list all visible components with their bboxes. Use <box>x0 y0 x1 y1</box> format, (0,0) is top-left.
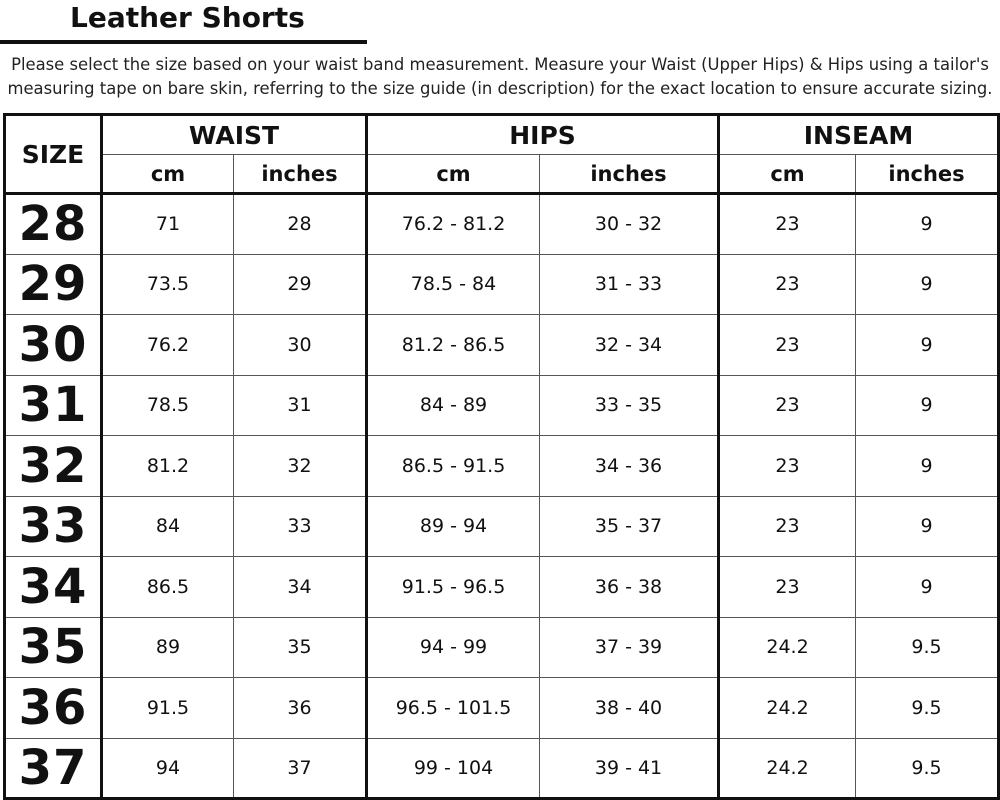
waist-cm-cell: 89 <box>102 617 234 678</box>
waist-cm-cell: 76.2 <box>102 315 234 376</box>
waist-inches-cell: 28 <box>234 194 367 255</box>
size-value-cell: 32 <box>5 436 102 497</box>
size-value-cell: 33 <box>5 496 102 557</box>
hips-inches-cell: 35 - 37 <box>540 496 719 557</box>
instructions-line: measuring tape on bare skin, referring to the size guide (in description) for the exact location to ensure accurate sizing. <box>7 79 993 98</box>
hips-inches-cell: 32 - 34 <box>540 315 719 376</box>
hips-inches-cell: 38 - 40 <box>540 678 719 739</box>
inseam-cm-cell: 23 <box>719 194 856 255</box>
table-row <box>5 436 999 497</box>
hips-inches-header: inches <box>540 155 719 194</box>
inseam-cm-header: cm <box>719 155 856 194</box>
hips-cm-header: cm <box>367 155 540 194</box>
waist-inches-cell: 31 <box>234 375 367 436</box>
waist-inches-cell: 32 <box>234 436 367 497</box>
size-value-cell: 28 <box>5 194 102 255</box>
table-row <box>5 315 999 376</box>
size-column-header: SIZE <box>5 115 102 194</box>
table-row <box>5 375 999 436</box>
hips-cm-cell: 81.2 - 86.5 <box>367 315 540 376</box>
size-chart-table <box>3 113 1000 800</box>
table-row <box>5 194 999 255</box>
waist-inches-cell: 36 <box>234 678 367 739</box>
hips-cm-cell: 86.5 - 91.5 <box>367 436 540 497</box>
waist-inches-cell: 37 <box>234 738 367 799</box>
waist-cm-cell: 86.5 <box>102 557 234 618</box>
hips-cm-cell: 76.2 - 81.2 <box>367 194 540 255</box>
inseam-inches-cell: 9 <box>856 194 999 255</box>
inseam-cm-cell: 24.2 <box>719 617 856 678</box>
inseam-group-header: INSEAM <box>719 115 999 155</box>
instructions-line: Please select the size based on your waist band measurement. Measure your Waist (Upper Hips) & Hips using a tailor's <box>11 55 989 74</box>
size-value-cell: 37 <box>5 738 102 799</box>
waist-inches-cell: 35 <box>234 617 367 678</box>
inseam-cm-cell: 23 <box>719 315 856 376</box>
hips-cm-cell: 96.5 - 101.5 <box>367 678 540 739</box>
inseam-inches-header: inches <box>856 155 999 194</box>
hips-inches-cell: 31 - 33 <box>540 254 719 315</box>
table-row <box>5 496 999 557</box>
inseam-cm-cell: 23 <box>719 375 856 436</box>
hips-cm-cell: 94 - 99 <box>367 617 540 678</box>
waist-inches-cell: 33 <box>234 496 367 557</box>
inseam-inches-cell: 9.5 <box>856 678 999 739</box>
inseam-inches-cell: 9 <box>856 254 999 315</box>
hips-cm-cell: 89 - 94 <box>367 496 540 557</box>
size-value-cell: 34 <box>5 557 102 618</box>
waist-cm-header: cm <box>102 155 234 194</box>
inseam-inches-cell: 9.5 <box>856 738 999 799</box>
inseam-inches-cell: 9 <box>856 315 999 376</box>
hips-cm-cell: 78.5 - 84 <box>367 254 540 315</box>
size-value-cell: 31 <box>5 375 102 436</box>
inseam-cm-cell: 23 <box>719 496 856 557</box>
table-row <box>5 738 999 799</box>
waist-inches-cell: 34 <box>234 557 367 618</box>
size-value-cell: 29 <box>5 254 102 315</box>
waist-cm-cell: 71 <box>102 194 234 255</box>
table-row <box>5 617 999 678</box>
page-title: Leather Shorts <box>70 1 305 34</box>
waist-inches-cell: 29 <box>234 254 367 315</box>
hips-cm-cell: 99 - 104 <box>367 738 540 799</box>
hips-inches-cell: 36 - 38 <box>540 557 719 618</box>
waist-cm-cell: 78.5 <box>102 375 234 436</box>
size-instructions <box>0 53 1000 101</box>
inseam-inches-cell: 9.5 <box>856 617 999 678</box>
waist-cm-cell: 73.5 <box>102 254 234 315</box>
hips-inches-cell: 37 - 39 <box>540 617 719 678</box>
hips-cm-cell: 91.5 - 96.5 <box>367 557 540 618</box>
inseam-inches-cell: 9 <box>856 557 999 618</box>
waist-cm-cell: 81.2 <box>102 436 234 497</box>
hips-cm-cell: 84 - 89 <box>367 375 540 436</box>
inseam-cm-cell: 24.2 <box>719 738 856 799</box>
inseam-inches-cell: 9 <box>856 496 999 557</box>
hips-inches-cell: 30 - 32 <box>540 194 719 255</box>
waist-cm-cell: 91.5 <box>102 678 234 739</box>
waist-inches-header: inches <box>234 155 367 194</box>
table-row <box>5 254 999 315</box>
size-value-cell: 30 <box>5 315 102 376</box>
hips-group-header: HIPS <box>367 115 719 155</box>
waist-inches-cell: 30 <box>234 315 367 376</box>
hips-inches-cell: 33 - 35 <box>540 375 719 436</box>
waist-group-header: WAIST <box>102 115 367 155</box>
waist-cm-cell: 84 <box>102 496 234 557</box>
inseam-cm-cell: 23 <box>719 557 856 618</box>
waist-cm-cell: 94 <box>102 738 234 799</box>
size-value-cell: 36 <box>5 678 102 739</box>
table-row <box>5 557 999 618</box>
inseam-cm-cell: 24.2 <box>719 678 856 739</box>
inseam-cm-cell: 23 <box>719 254 856 315</box>
table-row <box>5 678 999 739</box>
inseam-inches-cell: 9 <box>856 375 999 436</box>
inseam-inches-cell: 9 <box>856 436 999 497</box>
size-value-cell: 35 <box>5 617 102 678</box>
inseam-cm-cell: 23 <box>719 436 856 497</box>
hips-inches-cell: 39 - 41 <box>540 738 719 799</box>
title-underline <box>0 40 367 44</box>
hips-inches-cell: 34 - 36 <box>540 436 719 497</box>
